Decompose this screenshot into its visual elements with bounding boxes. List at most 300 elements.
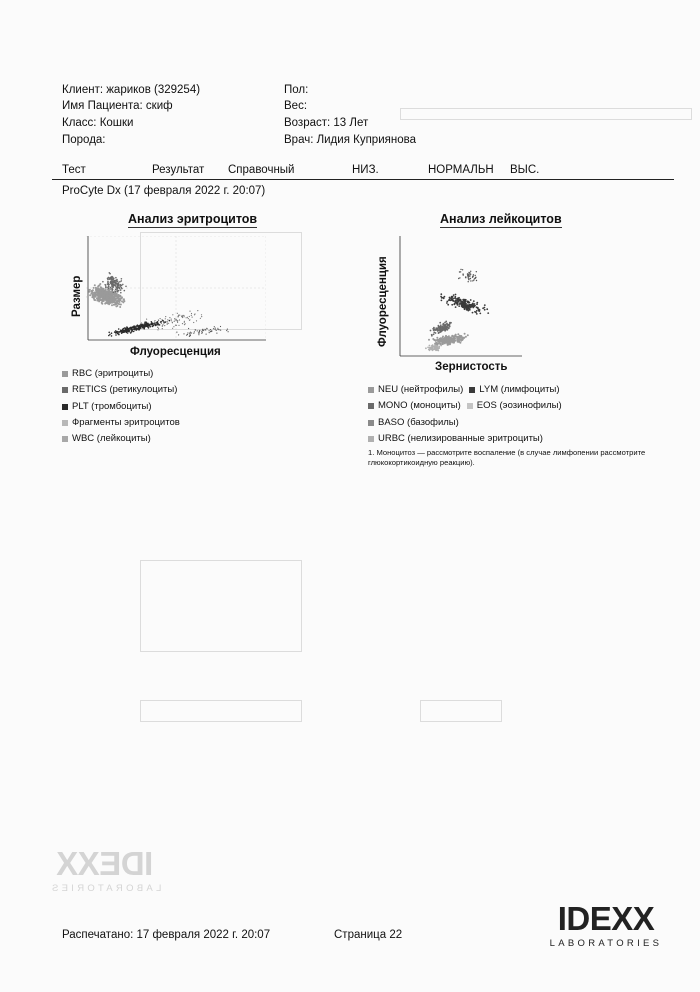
scatter-dot [93,294,95,296]
scatter-dot [193,322,194,323]
scatter-dot [104,284,106,286]
scatter-dot [431,345,433,347]
logo-wordmark: IDEXX [557,900,655,937]
scatter-dot [458,305,460,307]
scatter-dot [476,302,478,304]
scatter-dot [168,323,169,324]
wbc-plot-xlabel: Зернистость [435,361,508,373]
scatter-dot [209,332,210,333]
scatter-dot [162,328,163,329]
scatter-dot [148,325,150,327]
scatter-dot [446,302,448,304]
scatter-dot [473,300,475,302]
scatter-dot [115,289,117,291]
scatter-dot [430,330,432,332]
scatter-dot [449,322,451,324]
scatter-dot [475,275,476,276]
scatter-dot [111,282,113,284]
scatter-dot [171,320,172,321]
legend-item-wbc [62,431,180,447]
scatter-dot [108,299,110,301]
scatter-dot [217,329,218,330]
scatter-dot [443,298,445,300]
scatter-dot [197,330,198,331]
scatter-dot [167,323,168,324]
scatter-dot [214,326,215,327]
column-result: Результат [152,164,205,176]
bleed-through-logo [40,845,170,894]
scatter-dot [124,290,126,292]
scatter-dot [468,275,469,276]
scatter-dot [123,331,125,333]
scatter-dot [157,329,158,330]
scatter-dot [178,315,179,316]
scatter-dot [198,334,199,335]
scatter-dot [194,313,195,314]
scatter-dot [176,319,177,320]
legend-item-fragments [62,415,180,431]
scatter-dot [114,299,116,301]
scatter-dot [467,273,468,274]
scatter-dot [447,304,449,306]
scatter-dot [226,330,227,331]
scatter-dot [473,305,475,307]
scatter-dot [108,283,110,285]
scatter-dot [99,291,101,293]
scatter-dot [162,326,163,327]
scatter-dot [133,329,135,331]
scatter-dot [141,322,142,323]
scatter-dot [183,315,184,316]
scatter-dot [433,333,435,335]
legend-row [368,382,562,398]
wbc-plot-title: Анализ лейкоцитов [440,212,562,226]
scatter-dot [433,332,435,334]
scatter-dot [190,334,191,335]
scatter-dot [454,297,456,299]
scatter-dot [449,343,451,345]
scatter-dot [172,314,173,315]
idexx-logo [540,900,672,949]
scatter-dot [148,327,150,329]
scatter-dot [158,328,159,329]
scatter-dot [121,280,123,282]
scatter-dot [210,331,211,332]
scatter-dot [97,297,99,299]
scatter-dot [196,320,197,321]
scatter-dot [124,327,126,329]
legend-label: PLT (тромбоциты) [72,400,152,412]
legend-item-retics [62,382,180,398]
bleed-through-logo-wordmark: IDEXX [56,845,154,882]
scatter-dot [443,338,445,340]
scatter-dot [90,293,92,295]
scatter-dot [436,342,438,344]
scatter-dot [172,322,173,323]
scatter-dot [140,326,142,328]
scatter-dot [475,312,477,314]
patient-name-field: Имя Пациента: скиф [62,100,173,112]
scatter-dot [467,305,469,307]
scatter-dot [227,329,228,330]
scatter-dot [120,289,122,291]
scatter-dot [438,346,440,348]
scatter-dot [435,329,437,331]
scatter-dot [136,329,138,331]
scatter-dot [189,311,190,312]
column-high: ВЫС. [510,164,540,176]
table-header-rule [52,179,674,180]
scatter-dot [111,279,113,281]
scatter-dot [425,347,427,349]
scatter-dot [156,322,158,324]
scatter-dot [470,305,472,307]
wbc-legend [368,382,562,447]
scatter-dot [121,296,123,298]
scatter-dot [428,339,430,341]
scatter-dot [474,278,475,279]
scatter-dot [429,345,431,347]
scatter-dot [201,316,202,317]
scatter-dot [189,333,190,334]
scatter-dot [113,295,115,297]
scatter-dot [105,289,107,291]
scatter-dot [464,333,466,335]
scatter-dot [466,309,468,311]
scatter-dot [461,301,463,303]
scatter-dot [89,294,91,296]
scatter-dot [167,319,168,320]
scatter-dot [199,330,200,331]
scatter-dot [111,284,113,286]
scatter-dot [436,337,438,339]
legend-swatch [62,436,68,442]
scatter-dot [460,335,462,337]
rbc-plot-ylabel: Размер [71,275,83,317]
scatter-dot [202,329,203,330]
scatter-dot [116,294,118,296]
weight-field: Вес: [284,100,308,112]
scatter-dot [462,273,463,274]
scatter-dot [165,316,166,317]
scatter-dot [108,286,110,288]
scatter-dot [462,299,464,301]
scatter-dot [470,299,472,301]
scatter-dot [94,292,96,294]
scatter-dot [439,326,441,328]
scatter-dot [484,307,486,309]
scatter-dot [94,284,96,286]
scatter-dot [137,324,139,326]
scatter-dot [447,329,449,331]
scatter-dot [228,331,229,332]
scatter-dot [449,299,451,301]
scatter-dot [96,300,98,302]
scatter-dot [115,305,117,307]
scatter-dot [102,281,104,283]
scatter-dot [182,323,183,324]
scatter-dot [478,309,480,311]
scatter-dot [434,346,436,348]
scatter-dot [108,302,110,304]
scatter-dot [468,281,469,282]
scatter-dot [164,325,165,326]
scatter-dot [472,312,474,314]
scatter-dot [469,278,470,279]
scatter-dot [203,330,204,331]
scatter-dot [158,325,159,326]
legend-label: EOS (эозинофилы) [476,400,562,412]
scatter-dot [160,318,161,319]
scatter-dot [158,320,159,321]
scatter-dot [442,343,444,345]
scatter-dot [187,334,188,335]
scatter-dot [467,276,468,277]
scatter-dot [115,277,117,279]
scatter-dot [191,332,192,333]
bleed-through-box [400,108,692,120]
column-test: Тест [62,164,86,176]
scatter-dot [188,318,189,319]
legend-swatch [368,420,374,426]
scatter-dot [449,326,451,328]
scatter-dot [442,326,444,328]
rbc-plot-points [86,272,229,337]
legend-item-plt [62,399,180,415]
scatter-dot [119,306,121,308]
scatter-dot [105,287,107,289]
scatter-dot [484,304,486,306]
legend-item-neu [368,382,463,398]
column-reference: Справочный [228,164,295,176]
scatter-dot [455,306,457,308]
scatter-dot [465,336,467,338]
scatter-dot [104,292,106,294]
scatter-dot [177,320,178,321]
scatter-dot [110,287,112,289]
scatter-dot [113,291,115,293]
breed-field: Порода: [62,134,106,146]
scatter-dot [104,299,106,301]
scatter-dot [95,296,97,298]
scatter-dot [98,285,100,287]
scatter-dot [465,277,466,278]
scatter-dot [133,331,135,333]
scatter-dot [111,285,113,287]
scatter-dot [457,304,459,306]
scatter-dot [114,298,116,300]
scatter-dot [462,269,463,270]
scatter-dot [112,286,114,288]
scatter-dot [120,284,122,286]
scatter-dot [452,296,454,298]
scatter-dot [138,329,140,331]
scatter-dot [458,340,460,342]
scatter-dot [112,279,114,281]
legend-label: NEU (нейтрофилы) [378,384,464,395]
scatter-dot [463,337,465,339]
scatter-dot [459,277,460,278]
scatter-dot [103,288,105,290]
scatter-dot [468,302,470,304]
legend-swatch [62,371,68,377]
rbc-plot-grid [86,236,266,340]
scatter-dot [155,325,157,327]
legend-label: RETICS (ретикулоциты) [72,384,178,396]
scatter-dot [117,331,119,333]
legend-item-eos [467,398,562,414]
scatter-dot [206,328,207,329]
scatter-dot [470,271,471,272]
scatter-dot [118,328,120,330]
doctor-field: Врач: Лидия Куприянова [284,134,416,146]
scatter-dot [117,300,119,302]
scatter-dot [435,345,437,347]
scatter-dot [108,295,110,297]
scatter-dot [166,321,167,322]
scatter-dot [189,316,190,317]
column-low: НИЗ. [352,164,379,176]
scatter-dot [446,301,448,303]
scatter-dot [144,321,146,323]
scatter-dot [171,319,172,320]
scatter-dot [437,327,439,329]
scatter-dot [175,319,176,320]
scatter-dot [487,312,489,314]
scatter-dot [154,320,155,321]
scatter-dot [467,334,469,336]
scatter-dot [118,298,120,300]
scatter-dot [462,304,464,306]
scatter-dot [455,294,457,296]
scatter-dot [210,329,211,330]
scatter-dot [460,299,462,301]
scatter-dot [111,301,113,303]
scatter-dot [113,284,115,286]
legend-label: WBC (лейкоциты) [72,433,151,445]
scatter-dot [108,335,110,337]
legend-swatch [469,387,475,393]
scatter-dot [111,335,113,337]
age-field: Возраст: 13 Лет [284,117,369,129]
scatter-dot [441,329,443,331]
scatter-dot [437,350,439,352]
scatter-dot [447,343,449,345]
scatter-dot [161,322,162,323]
scatter-dot [110,281,112,283]
scatter-dot [453,304,455,306]
bleed-through-logo-subtitle: LABORATORIES [48,883,162,894]
scatter-dot [437,348,439,350]
scatter-dot [182,317,183,318]
scatter-dot [439,328,441,330]
scatter-dot [215,328,216,329]
scatter-dot [116,287,118,289]
legend-swatch [368,436,374,442]
column-normal: НОРМАЛЬН [428,164,494,176]
scatter-dot [453,294,455,296]
scatter-dot [96,291,98,293]
scatter-dot [220,330,221,331]
scatter-dot [115,291,117,293]
legend-label: URBC (нелизированные эритроциты) [378,432,543,444]
bleed-through-box [140,560,302,652]
scatter-dot [176,332,177,333]
scatter-dot [445,321,447,323]
scatter-dot [448,324,450,326]
scatter-dot [187,332,188,333]
legend-row [368,431,562,447]
legend-label: MONO (моноциты) [378,400,461,412]
scatter-dot [115,281,117,283]
scatter-dot [125,286,127,288]
scatter-dot [153,324,154,325]
scatter-dot [432,328,434,330]
scatter-dot [472,277,473,278]
scatter-dot [479,313,481,315]
scatter-dot [459,271,460,272]
wbc-scatter-plot [394,236,524,360]
scatter-dot [197,310,198,311]
scatter-dot [111,304,113,306]
scatter-dot [99,295,101,297]
scatter-dot [112,289,114,291]
scatter-dot [461,306,463,308]
scatter-dot [216,330,217,331]
scatter-dot [183,333,184,334]
scatter-dot [445,329,447,331]
scatter-dot [111,296,113,298]
scatter-dot [93,287,95,289]
scatter-dot [119,288,121,290]
scatter-dot [105,285,107,287]
scatter-dot [199,331,200,332]
scatter-dot [440,296,442,298]
scatter-dot [112,280,114,282]
scatter-dot [155,322,156,323]
scatter-dot [468,279,469,280]
scatter-dot [109,273,111,275]
scatter-dot [105,302,107,304]
scatter-dot [441,300,443,302]
scatter-dot [100,286,102,288]
scatter-dot [150,323,151,324]
scatter-dot [465,306,467,308]
scatter-dot [438,332,440,334]
scatter-dot [473,274,474,275]
scatter-dot [192,317,193,318]
scatter-dot [127,332,129,334]
scatter-dot [457,333,459,335]
scatter-dot [103,294,105,296]
scatter-dot [469,276,470,277]
legend-label: RBC (эритроциты) [72,368,154,379]
scatter-dot [189,319,190,320]
scatter-dot [444,296,446,298]
wbc-plot-ylabel: Флуоресценция [377,256,389,347]
scatter-dot [470,280,471,281]
legend-swatch [62,420,68,426]
scatter-dot [132,326,134,328]
scatter-dot [453,341,455,343]
scatter-dot [125,329,127,331]
scatter-dot [455,334,457,336]
scatter-dot [204,329,205,330]
legend-label: LYM (лимфоциты) [479,384,560,395]
scatter-dot [188,328,189,329]
scatter-dot [476,280,477,281]
scatter-dot [445,325,447,327]
